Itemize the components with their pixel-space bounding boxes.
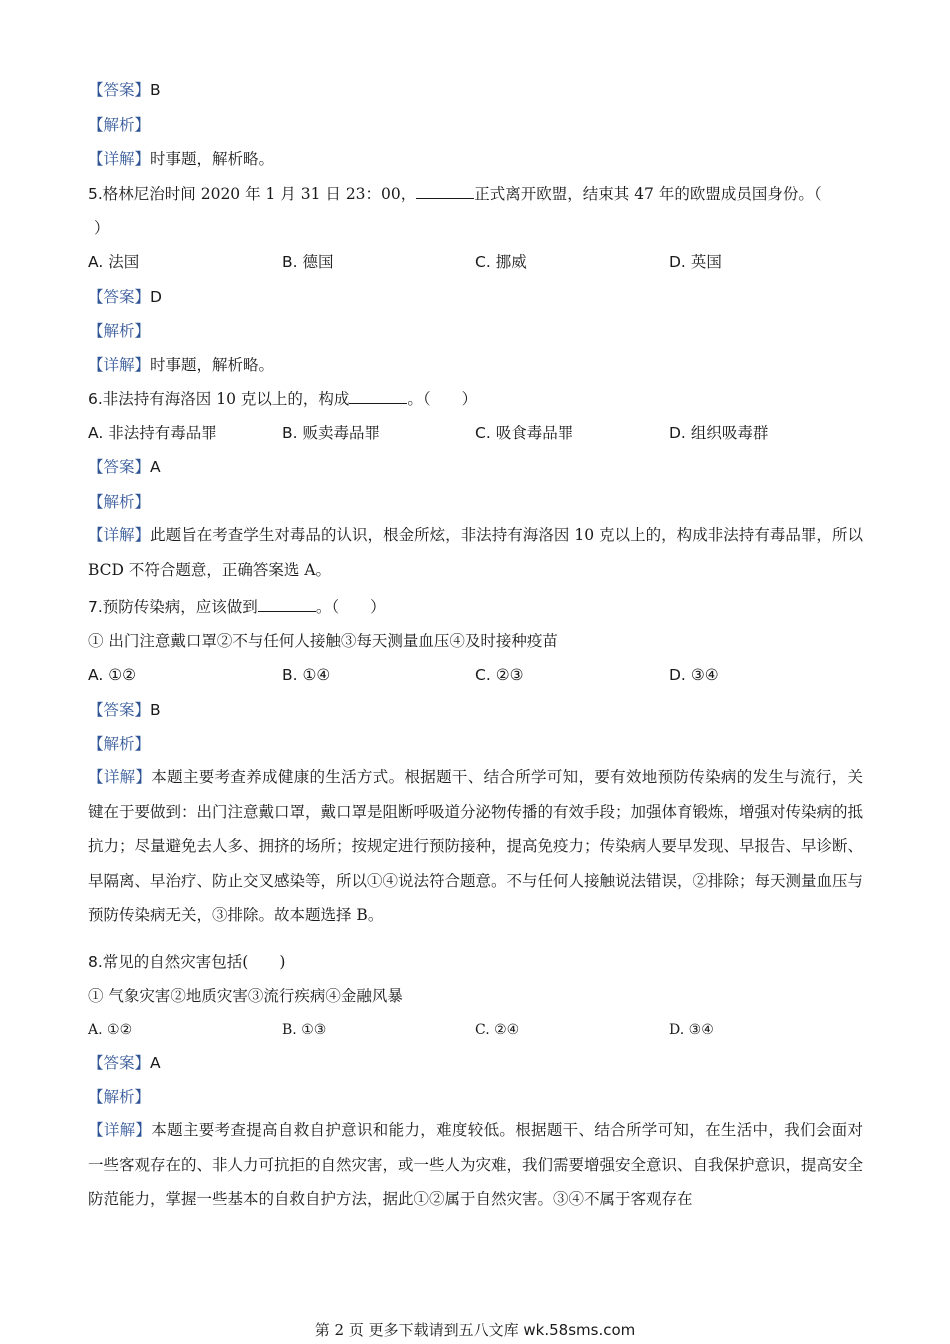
- answer-line: [88, 287, 162, 307]
- option-key: D.: [669, 666, 686, 684]
- option-text: 吸食毒品罪: [495, 424, 574, 442]
- option-b: [282, 252, 334, 272]
- option-d: [669, 1020, 714, 1040]
- answer-tag: 【答案】: [88, 458, 151, 476]
- detail-line: [88, 149, 274, 169]
- answer-value: B: [150, 81, 161, 99]
- option-key: A.: [88, 424, 104, 442]
- option-c: [475, 423, 573, 443]
- option-key: B.: [282, 424, 298, 442]
- analysis-tag: 【解析】: [88, 322, 151, 340]
- stem-part: 。（ ）: [315, 598, 386, 616]
- option-key: B.: [282, 1022, 297, 1038]
- option-key: D.: [669, 253, 686, 271]
- answer-line: [88, 80, 161, 100]
- answer-blank: [349, 389, 407, 404]
- question-number: 5.: [88, 185, 103, 203]
- answer-line: [88, 457, 161, 477]
- stem-part: 常见的自然灾害包括( ): [102, 953, 286, 971]
- detail-text: 本题主要考查养成健康的生活方式。根据题干、结合所学可知，要有效地预防传染病的发生与流行，关键在于要做到：出门注意戴口罩，戴口罩是阻断呼吸道分泌物传播的有效手段；加强体育锻炼，增强对传染病的抵抗力；尽量避免去人多、拥挤的场所；按规定进行预防接种，提高免疫力；传染病人要早发现、早报告、早诊断、早隔离、早治疗、防止交叉感染等，所以①④说法符合题意。不与任何人接触说法错误，②排除；每天测量血压与预防传染病无关，③排除。故本题选择 B。: [88, 768, 864, 924]
- detail-tag: 【详解】: [88, 356, 151, 374]
- option-text: 英国: [690, 253, 722, 271]
- option-key: D.: [669, 424, 686, 442]
- option-key: C.: [475, 253, 491, 271]
- option-d: [669, 423, 768, 443]
- analysis-tag: 【解析】: [88, 493, 151, 511]
- answer-blank: [416, 184, 474, 199]
- answer-line: [88, 700, 161, 720]
- option-a: [88, 252, 139, 272]
- detail-paragraph: [88, 518, 863, 587]
- option-b: [282, 423, 380, 443]
- analysis-tag: 【解析】: [88, 116, 151, 134]
- option-key: C.: [475, 666, 491, 684]
- analysis-tag: 【解析】: [88, 1088, 151, 1106]
- analysis-tag: 【解析】: [88, 735, 151, 753]
- answer-tag: 【答案】: [88, 81, 151, 99]
- option-text: ①②: [107, 1022, 133, 1038]
- option-d: [669, 252, 722, 272]
- question-7-stem: [88, 597, 386, 617]
- option-b: [282, 1020, 326, 1040]
- option-key: A.: [88, 666, 104, 684]
- answer-tag: 【答案】: [88, 288, 151, 306]
- detail-text: 时事题，解析略。: [150, 150, 275, 168]
- question-5-stem: [88, 184, 822, 204]
- question-8-items: ① 气象灾害②地质灾害③流行疾病④金融风暴: [88, 987, 403, 1005]
- option-text: ②④: [494, 1022, 520, 1038]
- detail-text: 本题主要考查提高自救自护意识和能力，难度较低。根据题干、结合所学可知，在生活中，我们会面对一些客观存在的、非人力可抗拒的自然灾害，或一些人为灾难，我们需要增强安全意识、自我保护意识，提高安全防范能力，掌握一些基本的自救自护方法，据此①②属于自然灾害。③④不属于客观存在: [88, 1121, 864, 1208]
- option-text: 法国: [108, 253, 140, 271]
- answer-value: A: [150, 458, 161, 476]
- detail-tag: 【详解】: [88, 1121, 152, 1139]
- detail-text: 此题旨在考查学生对毒品的认识，根金所炫，非法持有海洛因 10 克以上的，构成非法持有毒品罪，所以 BCD 不符合题意，正确答案选 A。: [88, 526, 863, 579]
- question-number: 8.: [88, 953, 103, 971]
- option-text: ①③: [301, 1022, 327, 1038]
- option-a: [88, 423, 217, 443]
- detail-paragraph: [88, 1113, 863, 1217]
- answer-value: A: [150, 1054, 161, 1072]
- option-d: [669, 665, 719, 685]
- option-key: A.: [88, 253, 104, 271]
- option-key: A.: [88, 1022, 103, 1038]
- answer-line: [88, 1053, 161, 1073]
- option-key: B.: [282, 253, 298, 271]
- option-b: [282, 665, 330, 685]
- footer-url: wk.58sms.com: [523, 1321, 636, 1339]
- option-text: ③④: [688, 1022, 714, 1038]
- detail-paragraph: [88, 760, 863, 933]
- question-5-stem-cont: ）: [94, 219, 110, 237]
- question-7-items: ① 出门注意戴口罩②不与任何人接触③每天测量血压④及时接种疫苗: [88, 632, 558, 650]
- stem-part: 非法持有海洛因 10 克以上的，构成: [102, 390, 350, 408]
- stem-part: 。（ ）: [407, 390, 478, 408]
- option-text: 德国: [302, 253, 334, 271]
- detail-tag: 【详解】: [88, 150, 151, 168]
- option-text: 组织吸毒群: [690, 424, 769, 442]
- option-text: 贩卖毒品罪: [302, 424, 381, 442]
- detail-line: [88, 355, 274, 375]
- question-number: 6.: [88, 390, 103, 408]
- answer-blank: [258, 597, 316, 612]
- question-8-stem: [88, 952, 285, 972]
- option-c: [475, 252, 527, 272]
- option-text: ①②: [108, 666, 136, 684]
- answer-tag: 【答案】: [88, 1054, 151, 1072]
- option-text: 挪威: [495, 253, 527, 271]
- stem-part: 预防传染病，应该做到: [102, 598, 258, 616]
- option-text: 非法持有毒品罪: [108, 424, 217, 442]
- answer-tag: 【答案】: [88, 701, 151, 719]
- option-text: ①④: [302, 666, 331, 684]
- page-footer: [0, 1319, 950, 1340]
- detail-tag: 【详解】: [88, 768, 152, 786]
- option-key: D.: [669, 1022, 685, 1038]
- option-c: [475, 665, 523, 685]
- detail-text: 时事题，解析略。: [150, 356, 275, 374]
- detail-tag: 【详解】: [88, 526, 151, 544]
- option-a: [88, 665, 136, 685]
- footer-text: 更多下载请到五八文库: [368, 1321, 519, 1339]
- option-key: B.: [282, 666, 298, 684]
- question-6-stem: [88, 389, 477, 409]
- option-key: C.: [475, 424, 491, 442]
- option-key: C.: [475, 1022, 490, 1038]
- stem-part: 格林尼治时间 2020 年 1 月 31 日 23：00，: [102, 185, 417, 203]
- option-c: [475, 1020, 519, 1040]
- page-number: 第 2 页: [314, 1321, 364, 1339]
- answer-value: D: [150, 288, 162, 306]
- stem-part: 正式离开欧盟，结束其 47 年的欧盟成员国身份。（: [474, 185, 822, 203]
- answer-value: B: [150, 701, 161, 719]
- option-text: ③④: [690, 666, 719, 684]
- option-text: ②③: [495, 666, 524, 684]
- question-number: 7.: [88, 598, 103, 616]
- option-a: [88, 1020, 132, 1040]
